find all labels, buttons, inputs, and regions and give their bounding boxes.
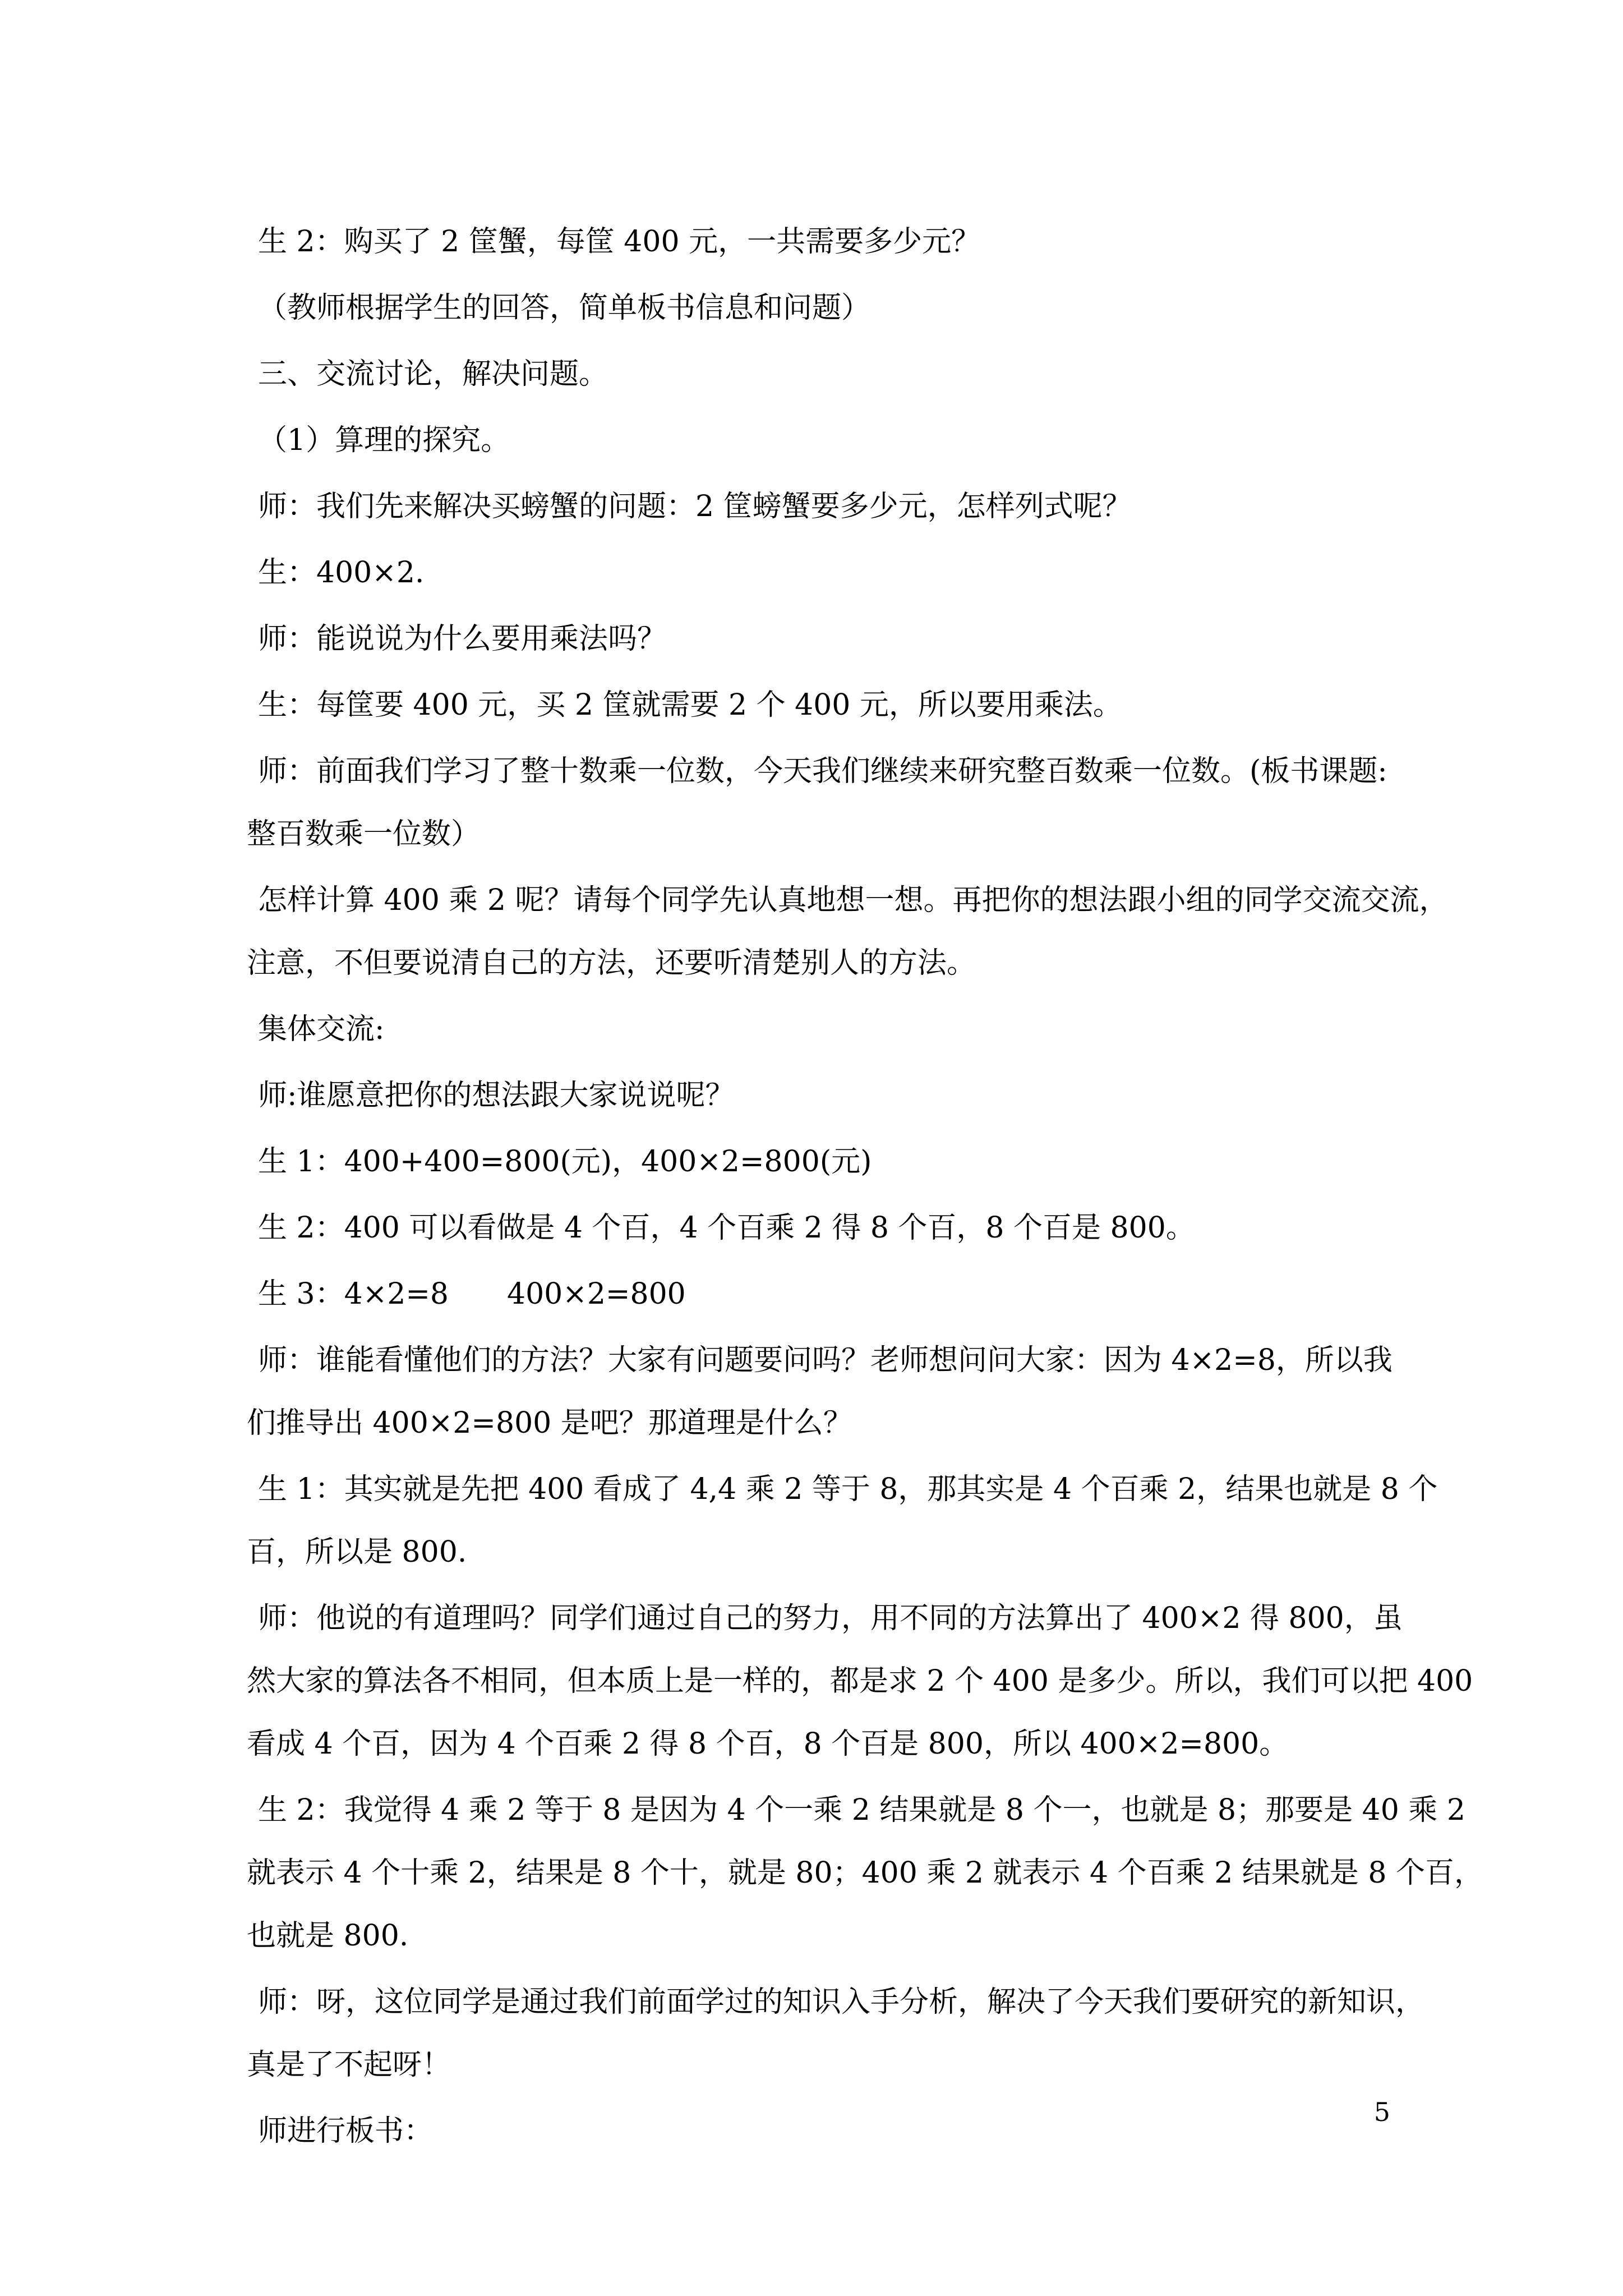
paragraph-line: 生 1：其实就是先把 400 看成了 4,4 乘 2 等于 8，那其实是 4 个百乘 2，结果也就是 8 个: [258, 1473, 1438, 1506]
paragraph-line: （教师根据学生的回答，简单板书信息和问题）: [258, 291, 871, 325]
paragraph-line: 看成 4 个百，因为 4 个百乘 2 得 8 个百，8 个百是 800，所以 400×2=800。: [247, 1727, 1289, 1761]
paragraph-line: 师:谁愿意把你的想法跟大家说说呢？: [258, 1079, 735, 1112]
paragraph-line: 师：能说说为什么要用乘法吗？: [258, 622, 667, 656]
paragraph-line: 生 2：400 可以看做是 4 个百，4 个百乘 2 得 8 个百，8 个百是 800。: [258, 1211, 1195, 1245]
paragraph-line: 真是了不起呀！: [247, 2048, 451, 2082]
paragraph-line: 师进行板书：: [258, 2114, 434, 2148]
paragraph-line: 师：前面我们学习了整十数乘一位数，今天我们继续来研究整百数乘一位数。(板书课题:: [258, 754, 1387, 788]
paragraph-line: 集体交流:: [258, 1013, 385, 1046]
paragraph-line: 师：我们先来解决买螃蟹的问题：2 筐螃蟹要多少元，怎样列式呢？: [258, 490, 1132, 523]
paragraph-line: 也就是 800.: [247, 1919, 409, 1953]
page-number: 5: [1373, 2097, 1390, 2127]
paragraph-line: 生 3：4×2=8 400×2=800: [258, 1277, 686, 1311]
paragraph-line: 然大家的算法各不相同，但本质上是一样的，都是求 2 个 400 是多少。所以，我们可以把 400: [247, 1664, 1473, 1698]
paragraph-line: 就表示 4 个十乘 2，结果是 8 个十，就是 80；400 乘 2 就表示 4 个百乘 2 结果就是 8 个百，: [247, 1856, 1483, 1890]
paragraph-line: （1）算理的探究。: [258, 424, 510, 457]
paragraph-line: 生 2：我觉得 4 乘 2 等于 8 是因为 4 个一乘 2 结果就是 8 个一，也就是 8；那要是 40 乘 2: [258, 1793, 1465, 1827]
paragraph-line: 生：400×2.: [258, 556, 425, 590]
paragraph-line: 师：他说的有道理吗？同学们通过自己的努力，用不同的方法算出了 400×2 得 800，虽: [258, 1602, 1403, 1635]
paragraph-line: 三、交流讨论，解决问题。: [258, 357, 608, 391]
paragraph-line: 们推导出 400×2=800 是吧？那道理是什么？: [247, 1406, 852, 1440]
paragraph-line: 师：呀，这位同学是通过我们前面学过的知识入手分析，解决了今天我们要研究的新知识，: [258, 1985, 1425, 2019]
paragraph-line: 生：每筐要 400 元，买 2 筐就需要 2 个 400 元，所以要用乘法。: [258, 688, 1122, 722]
paragraph-line: 师：谁能看懂他们的方法？大家有问题要问吗？老师想问问大家：因为 4×2=8，所以我: [258, 1343, 1393, 1377]
paragraph-line: 怎样计算 400 乘 2 呢？请每个同学先认真地想一想。再把你的想法跟小组的同学交流交流，: [258, 884, 1449, 917]
paragraph-line: 百，所以是 800.: [247, 1535, 467, 1569]
paragraph-line: 整百数乘一位数）: [247, 817, 481, 851]
paragraph-line: 生 1：400+400=800(元)，400×2=800(元): [258, 1145, 872, 1179]
paragraph-line: 生 2：购买了 2 筐蟹，每筐 400 元，一共需要多少元？: [258, 225, 981, 259]
paragraph-line: 注意，不但要说清自己的方法，还要听清楚别人的方法。: [247, 946, 976, 980]
